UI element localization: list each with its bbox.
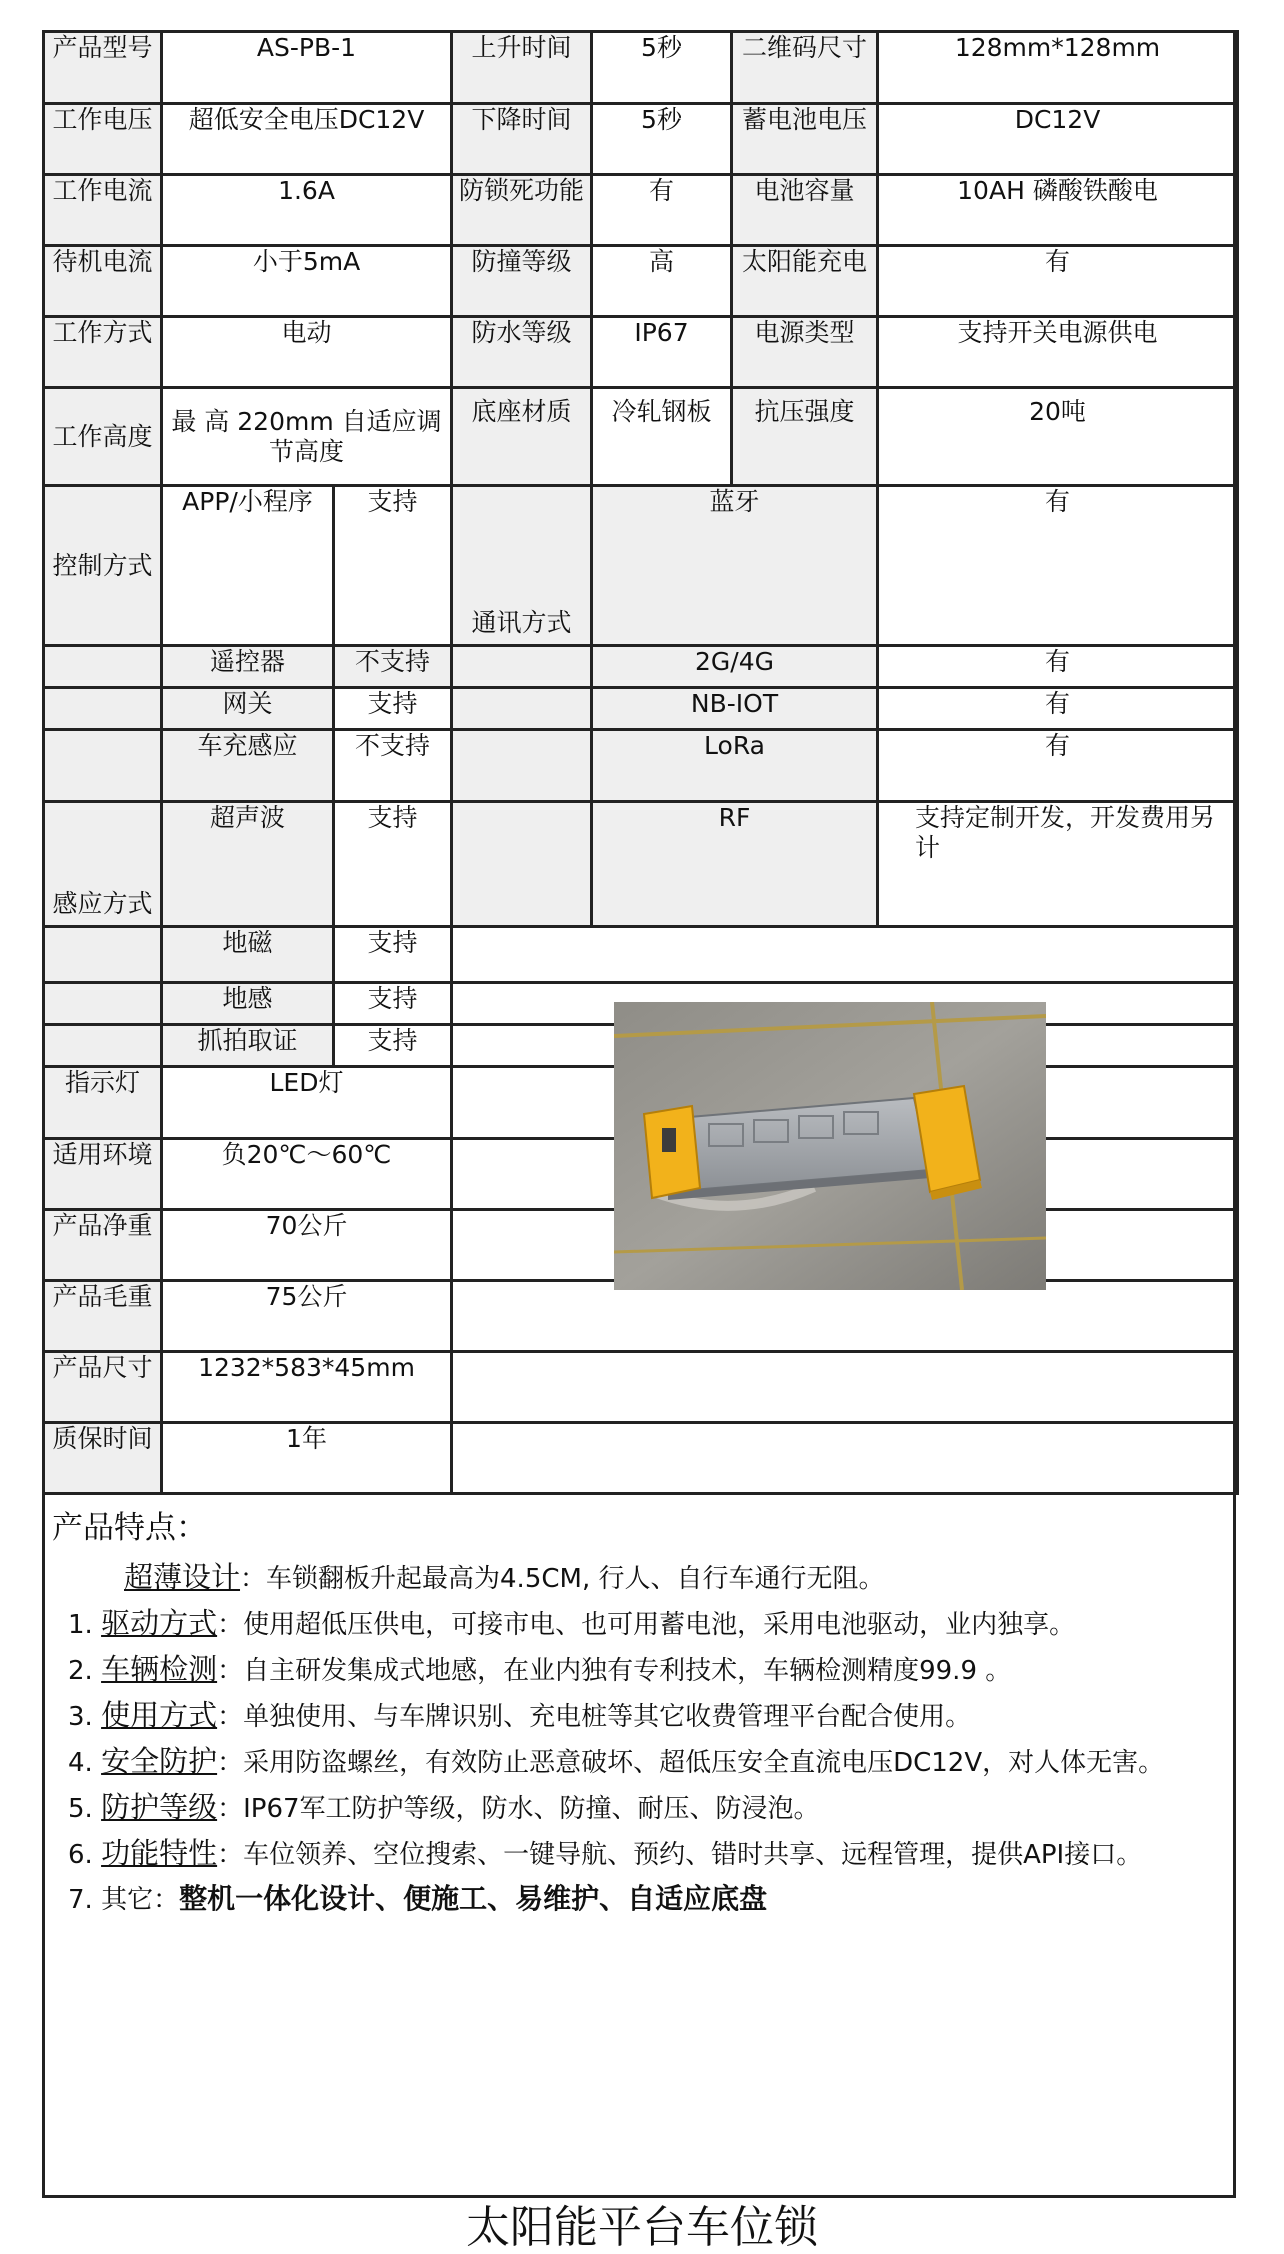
table-row [44, 802, 1238, 927]
table-row [44, 730, 1238, 802]
table-row [44, 104, 1238, 175]
feature-prefix: 1. [68, 1610, 102, 1640]
control-item-value: 支持 [334, 486, 452, 646]
voltage-label: 工作电压 [44, 104, 162, 175]
env-label: 适用环境 [44, 1139, 162, 1210]
env-value: 负20℃～60℃ [162, 1139, 452, 1210]
table-row [44, 927, 1238, 983]
sensing-item-value: 支持 [334, 802, 452, 927]
model-value: AS-PB-1 [162, 32, 452, 104]
sensing-label: 感应方式 [44, 802, 162, 927]
standby-value: 小于5mA [162, 246, 452, 317]
control-item-value: 支持 [334, 688, 452, 730]
table-row [44, 688, 1238, 730]
comm-item-name: RF [592, 802, 878, 927]
comm-item-value: 有 [878, 646, 1238, 688]
table-row [44, 1281, 1238, 1352]
feature-text: ：自主研发集成式地感，在业内独有专利技术，车辆检测精度99.9 。 [217, 1656, 1012, 1686]
net-weight-value: 70公斤 [162, 1210, 452, 1281]
control-item-name: 车充感应 [162, 730, 334, 802]
control-label: 控制方式 [44, 486, 162, 646]
comm-item-name: LoRa [592, 730, 878, 802]
gross-weight-label: 产品毛重 [44, 1281, 162, 1352]
waterproof-value: IP67 [592, 317, 732, 388]
comm-item-value: 有 [878, 688, 1238, 730]
table-row [44, 646, 1238, 688]
comm-item-name: NB-IOT [592, 688, 878, 730]
table-row [44, 246, 1238, 317]
battery-voltage-label: 蓄电池电压 [732, 104, 878, 175]
feature-item [52, 1744, 1222, 1790]
height-label: 工作高度 [44, 388, 162, 486]
pressure-label: 抗压强度 [732, 388, 878, 486]
qr-size-label: 二维码尺寸 [732, 32, 878, 104]
feature-prefix: 5. [68, 1794, 102, 1824]
current-value: 1.6A [162, 175, 452, 246]
feature-item-other [52, 1882, 1222, 1928]
solar-value: 有 [878, 246, 1238, 317]
feature-title: 车辆检测 [101, 1652, 218, 1686]
standby-label: 待机电流 [44, 246, 162, 317]
comm-label: 通讯方式 [452, 486, 592, 646]
feature-item [52, 1790, 1222, 1836]
product-photo [614, 1002, 1046, 1290]
feature-text: 整机一体化设计、便施工、易维护、自适应底盘 [179, 1882, 768, 1915]
page-caption: 太阳能平台车位锁 [466, 2202, 818, 2253]
feature-item [52, 1652, 1222, 1698]
waterproof-label: 防水等级 [452, 317, 592, 388]
rise-time-value: 5秒 [592, 32, 732, 104]
sensing-item-value: 支持 [334, 1025, 452, 1067]
impact-label: 防撞等级 [452, 246, 592, 317]
feature-title: 使用方式 [101, 1698, 218, 1732]
sensing-item-name: 地磁 [162, 927, 334, 983]
height-value: 最 高 220mm 自适应调节高度 [162, 388, 452, 486]
feature-prefix: 2. [68, 1656, 102, 1686]
table-row [44, 317, 1238, 388]
qr-size-value: 128mm*128mm [878, 32, 1238, 104]
pressure-value: 20吨 [878, 388, 1238, 486]
sensing-item-value: 支持 [334, 983, 452, 1025]
indicator-value: LED灯 [162, 1067, 452, 1139]
current-label: 工作电流 [44, 175, 162, 246]
sensing-item-name: 地感 [162, 983, 334, 1025]
control-item-name: APP/小程序 [162, 486, 334, 646]
voltage-value: 超低安全电压DC12V [162, 104, 452, 175]
feature-prefix: 6. [68, 1840, 102, 1870]
feature-text: ：采用防盗螺丝，有效防止恶意破坏、超低压安全直流电压DC12V，对人体无害。 [217, 1748, 1165, 1778]
battery-capacity-value: 10AH 磷酸铁酸电 [878, 175, 1238, 246]
impact-value: 高 [592, 246, 732, 317]
table-row [44, 1352, 1238, 1423]
battery-voltage-value: DC12V [878, 104, 1238, 175]
table-row [44, 32, 1238, 104]
work-mode-value: 电动 [162, 317, 452, 388]
size-value: 1232*583*45mm [162, 1352, 452, 1423]
feature-text: ：车锁翻板升起最高为4.5CM, 行人、自行车通行无阻。 [240, 1564, 885, 1594]
features-section [52, 1508, 1222, 1928]
comm-item-name: 蓝牙 [592, 486, 878, 646]
feature-prefix: 4. [68, 1748, 102, 1778]
control-item-name: 网关 [162, 688, 334, 730]
power-type-value: 支持开关电源供电 [878, 317, 1238, 388]
feature-title: 安全防护 [101, 1744, 218, 1778]
feature-item [52, 1698, 1222, 1744]
feature-prefix: 7. 其它： [68, 1885, 180, 1915]
control-item-value: 不支持 [334, 730, 452, 802]
features-heading: 产品特点： [52, 1510, 207, 1546]
net-weight-label: 产品净重 [44, 1210, 162, 1281]
sensing-item-value: 支持 [334, 927, 452, 983]
comm-item-value: 有 [878, 730, 1238, 802]
base-label: 底座材质 [452, 388, 592, 486]
rise-time-label: 上升时间 [452, 32, 592, 104]
sensing-item-name: 超声波 [162, 802, 334, 927]
feature-title: 驱动方式 [101, 1606, 218, 1640]
work-mode-label: 工作方式 [44, 317, 162, 388]
fall-time-value: 5秒 [592, 104, 732, 175]
feature-title: 超薄设计 [124, 1560, 241, 1594]
feature-item [52, 1606, 1222, 1652]
control-item-value: 不支持 [334, 646, 452, 688]
control-item-name: 遥控器 [162, 646, 334, 688]
solar-label: 太阳能充电 [732, 246, 878, 317]
sensing-item-name: 抓拍取证 [162, 1025, 334, 1067]
size-label: 产品尺寸 [44, 1352, 162, 1423]
feature-text: ：IP67军工防护等级，防水、防撞、耐压、防浸泡。 [217, 1794, 820, 1824]
comm-item-value: 支持定制开发，开发费用另计 [878, 802, 1238, 927]
comm-item-value: 有 [878, 486, 1238, 646]
gross-weight-value: 75公斤 [162, 1281, 452, 1352]
feature-title: 功能特性 [101, 1836, 218, 1870]
anti-lock-value: 有 [592, 175, 732, 246]
table-row [44, 175, 1238, 246]
anti-lock-label: 防锁死功能 [452, 175, 592, 246]
model-label: 产品型号 [44, 32, 162, 104]
fall-time-label: 下降时间 [452, 104, 592, 175]
feature-item [52, 1560, 1222, 1606]
indicator-label: 指示灯 [44, 1067, 162, 1139]
comm-item-name: 2G/4G [592, 646, 878, 688]
power-type-label: 电源类型 [732, 317, 878, 388]
battery-capacity-label: 电池容量 [732, 175, 878, 246]
feature-text: ：单独使用、与车牌识别、充电桩等其它收费管理平台配合使用。 [217, 1702, 972, 1732]
feature-title: 防护等级 [101, 1790, 218, 1824]
feature-prefix: 3. [68, 1702, 102, 1732]
feature-text: ：车位领养、空位搜索、一键导航、预约、错时共享、远程管理，提供API接口。 [217, 1840, 1143, 1870]
table-row [44, 388, 1238, 486]
warranty-label: 质保时间 [44, 1423, 162, 1494]
feature-item [52, 1836, 1222, 1882]
table-row [44, 1423, 1238, 1494]
table-row [44, 486, 1238, 646]
feature-text: ：使用超低压供电，可接市电、也可用蓄电池，采用电池驱动，业内独享。 [217, 1610, 1076, 1640]
base-value: 冷轧钢板 [592, 388, 732, 486]
warranty-value: 1年 [162, 1423, 452, 1494]
